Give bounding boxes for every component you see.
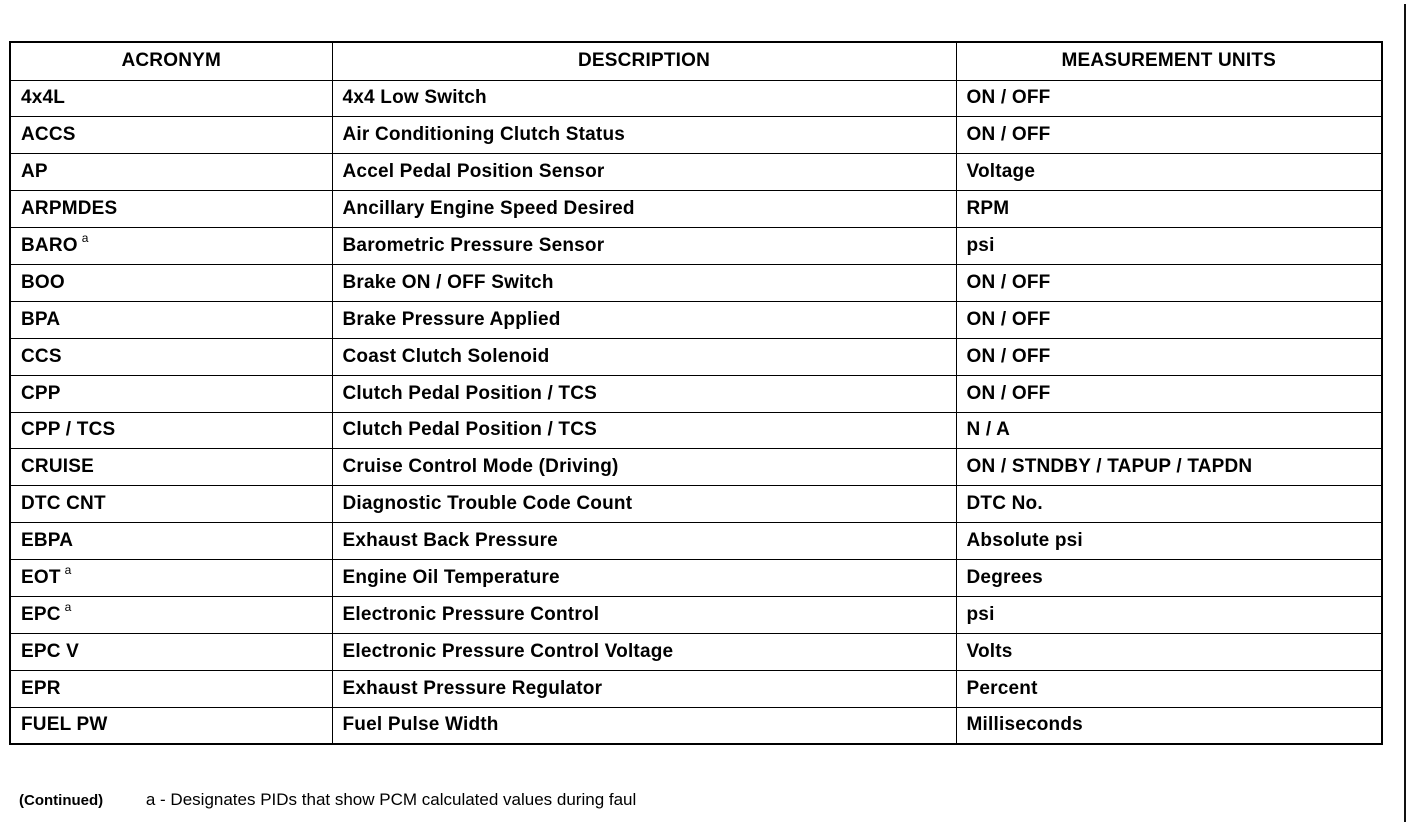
acronym-cell [10,301,332,338]
units-cell: psi [956,228,1382,265]
acronym-text: BOO [21,271,65,293]
table-row [10,486,1382,523]
footnote-text: a - Designates PIDs that show PCM calculated values during faul [145,790,637,809]
acronym-text: CPP / TCS [21,419,116,441]
table-row [10,412,1382,449]
units-cell: ON / OFF [956,338,1382,375]
acronym-text: CPP [21,382,61,404]
table-row [10,707,1382,744]
acronym-text: CCS [21,345,62,367]
units-cell: Absolute psi [956,523,1382,560]
description-cell: Clutch Pedal Position / TCS [332,412,956,449]
table-row [10,117,1382,154]
acronym-text: BARO [21,235,78,256]
table-row [10,338,1382,375]
acronym-text: EOT [21,567,61,589]
units-cell: DTC No. [956,486,1382,523]
units-cell: ON / OFF [956,117,1382,154]
table-body [10,80,1382,744]
acronym-cell [10,264,332,301]
acronym-cell [10,375,332,412]
description-cell: Electronic Pressure Control Voltage [332,633,956,670]
acronym-cell [10,191,332,228]
acronym-text: DTC CNT [21,493,106,515]
table-row [10,596,1382,633]
table-row [10,670,1382,707]
description-cell: Air Conditioning Clutch Status [332,117,956,154]
acronym-text: EPR [21,677,61,699]
acronym-cell [10,80,332,117]
header-measurement-units: MEASUREMENT UNITS [956,42,1382,80]
acronym-cell [10,117,332,154]
table-row [10,228,1382,265]
acronym-text: EBPA [21,530,74,552]
table-row [10,191,1382,228]
description-cell: Clutch Pedal Position / TCS [332,375,956,412]
units-cell: Degrees [956,560,1382,597]
acronym-text: CRUISE [21,456,94,478]
acronym-text: FUEL PW [21,714,108,736]
table-row [10,264,1382,301]
description-cell: Cruise Control Mode (Driving) [332,449,956,486]
table-row [10,449,1382,486]
footnote-marker: a [64,599,72,614]
table-row [10,80,1382,117]
units-cell: Volts [956,633,1382,670]
continued-label: (Continued) [19,792,104,809]
acronym-cell [10,449,332,486]
acronym-cell [10,486,332,523]
units-cell: Percent [956,670,1382,707]
units-cell: ON / OFF [956,264,1382,301]
description-cell: Brake ON / OFF Switch [332,264,956,301]
table-row [10,154,1382,191]
acronym-cell [10,670,332,707]
units-cell: ON / OFF [956,80,1382,117]
acronym-cell [10,338,332,375]
description-cell: Exhaust Pressure Regulator [332,670,956,707]
table-row [10,375,1382,412]
acronym-cell [10,228,332,265]
description-cell: Fuel Pulse Width [332,707,956,744]
acronym-cell [10,633,332,670]
header-description: DESCRIPTION [332,42,956,80]
acronym-cell [10,412,332,449]
table-row [10,560,1382,597]
acronym-text: ACCS [21,124,76,146]
acronym-text: EPC [21,603,61,625]
units-cell: psi [956,596,1382,633]
description-cell: Engine Oil Temperature [332,560,956,597]
description-cell: Diagnostic Trouble Code Count [332,486,956,523]
acronym-cell [10,560,332,597]
acronym-text: AP [21,161,48,183]
units-cell: RPM [956,191,1382,228]
header-acronym: ACRONYM [10,42,332,80]
description-cell: Brake Pressure Applied [332,301,956,338]
acronym-cell [10,707,332,744]
footnote-marker: a [64,563,72,578]
page-edge-rule [1404,4,1406,822]
table-row [10,633,1382,670]
table-footer [19,790,636,810]
description-cell: Barometric Pressure Sensor [332,228,956,265]
description-cell: 4x4 Low Switch [332,80,956,117]
units-cell: Milliseconds [956,707,1382,744]
acronym-cell [10,596,332,633]
table-row [10,523,1382,560]
pid-table [9,41,1383,745]
units-cell: ON / STNDBY / TAPUP / TAPDN [956,449,1382,486]
units-cell: ON / OFF [956,301,1382,338]
description-cell: Ancillary Engine Speed Desired [332,191,956,228]
units-cell: N / A [956,412,1382,449]
units-cell: ON / OFF [956,375,1382,412]
description-cell: Accel Pedal Position Sensor [332,154,956,191]
acronym-cell [10,154,332,191]
acronym-text: BPA [21,308,61,330]
table-header-row [10,42,1382,80]
footnote-marker: a [81,231,89,245]
table-row [10,301,1382,338]
description-cell: Exhaust Back Pressure [332,523,956,560]
units-cell: Voltage [956,154,1382,191]
acronym-cell [10,523,332,560]
acronym-text: 4x4L [21,87,66,109]
description-cell: Electronic Pressure Control [332,596,956,633]
acronym-text: EPC V [21,640,80,662]
acronym-text: ARPMDES [21,198,118,220]
description-cell: Coast Clutch Solenoid [332,338,956,375]
